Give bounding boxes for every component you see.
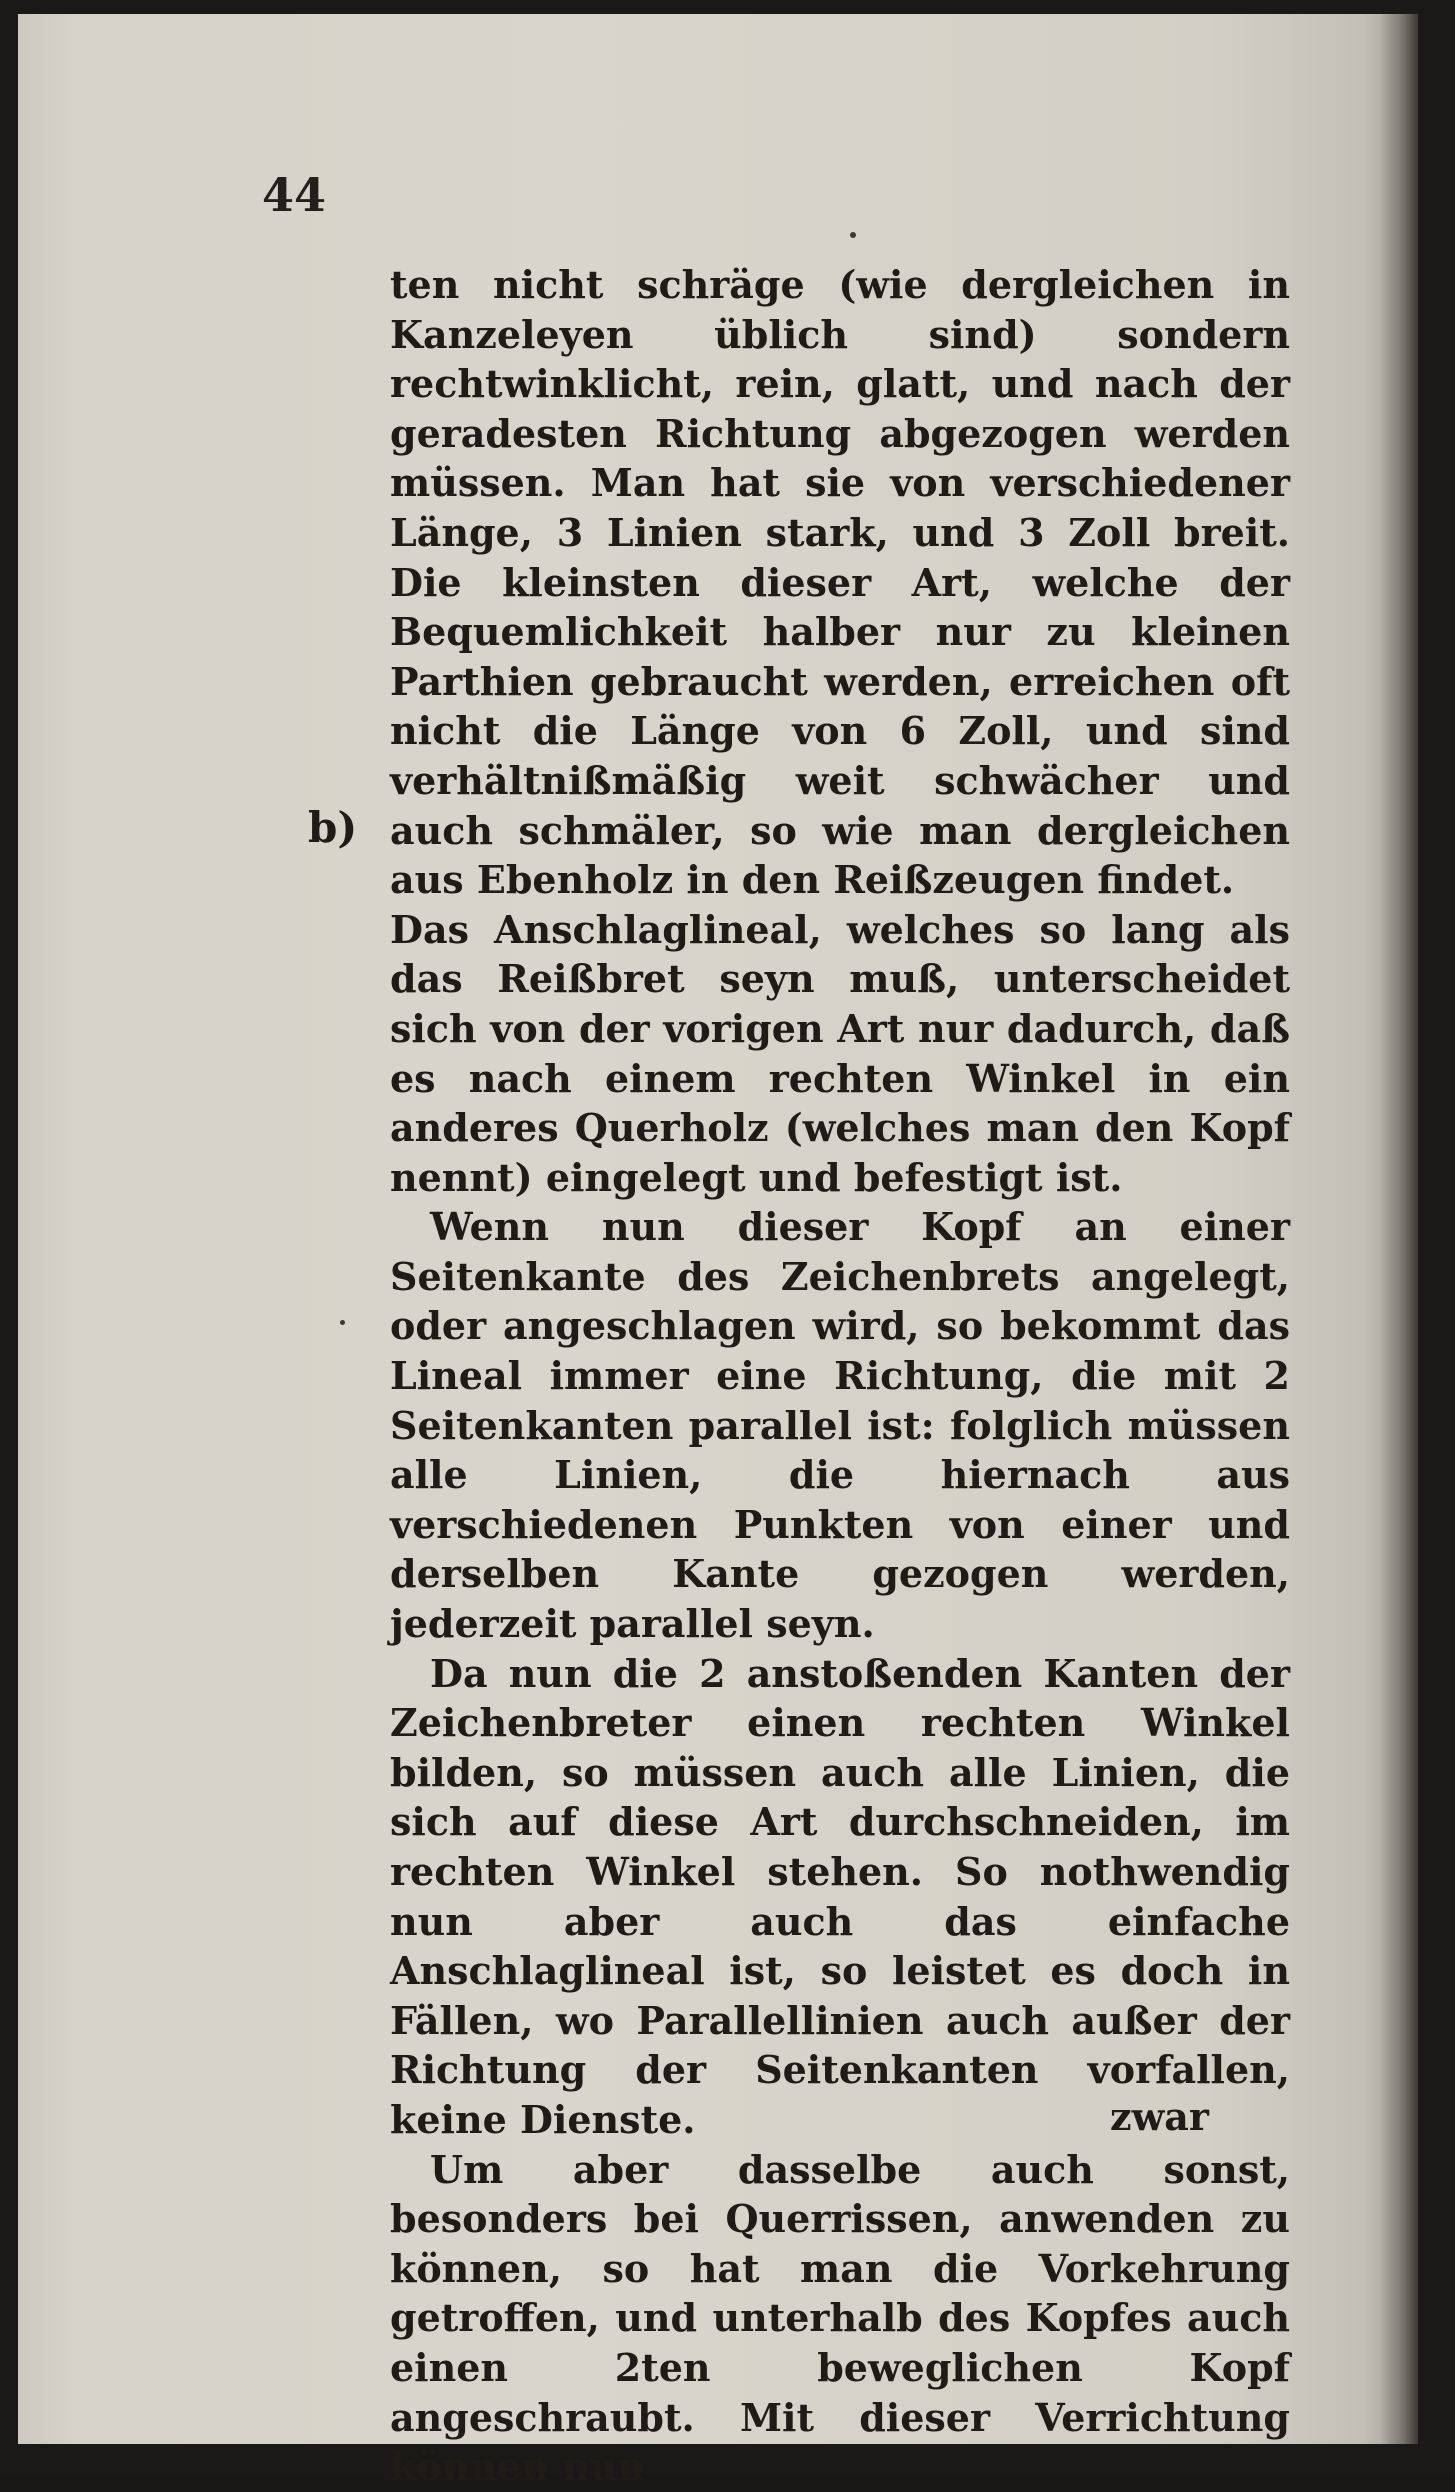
page-number: 44 <box>262 168 327 222</box>
catchword: zwar <box>1110 2094 1209 2139</box>
item-label: b) <box>308 803 358 852</box>
gutter-shadow <box>1380 14 1418 2444</box>
paragraph: Wenn nun dieser Kopf an einer Seitenkante des Zeichenbrets angelegt, oder angeschlagen wird, so bekommt das Lineal immer eine Richtung, die mit 2 Seitenkanten parallel ist: folglich müssen alle Linien, die hiernach aus verschiedenen Punkten von einer und derselben Kante gezogen werden, jederzeit parallel seyn. <box>390 1204 1290 1647</box>
paragraph: Um aber dasselbe auch sonst, besonders bei Querrissen, anwenden zu können, so hat man die Vorkehrung getroffen, und unterhalb des Kopfes auch einen 2ten beweglichen Kopf angeschraubt. Mit dieser Verrichtung können nun <box>390 2146 1290 2490</box>
paragraph: Da nun die 2 anstoßenden Kanten der Zeichenbreter einen rechten Winkel bilden, so müssen auch alle Linien, die sich auf diese Art durchschneiden, im rechten Winkel stehen. So nothwendig nun aber auch das einfache Anschlaglineal ist, so leistet es doch in Fällen, wo Parallellinien auch außer der Richtung der Seitenkanten vorfallen, keine Dienste. <box>390 1650 1290 2142</box>
ink-speck <box>850 232 856 238</box>
paragraph-item-b: Das Anschlaglineal, welches so lang als das Reißbret seyn muß, unterscheidet sich von der vorigen Art nur dadurch, daß es nach einem rechten Winkel in ein anderes Querholz (welches man den Kopf nennt) eingelegt und befestigt ist. <box>390 906 1290 1200</box>
ink-speck <box>340 1320 345 1325</box>
body-text <box>390 260 1290 2492</box>
paragraph-continued: ten nicht schräge (wie dergleichen in Kanzeleyen üblich sind) sondern rechtwinklicht, rein, glatt, und nach der geradesten Richtung abgezogen werden müssen. Man hat sie von verschiedener Länge, 3 Linien stark, und 3 Zoll breit. Die kleinsten dieser Art, welche der Bequemlichkeit halber nur zu kleinen Parthien gebraucht werden, erreichen oft nicht die Länge von 6 Zoll, und sind verhältnißmäßig weit schwächer und auch schmäler, so wie man dergleichen aus Ebenholz in den Reißzeugen findet. <box>390 262 1290 903</box>
